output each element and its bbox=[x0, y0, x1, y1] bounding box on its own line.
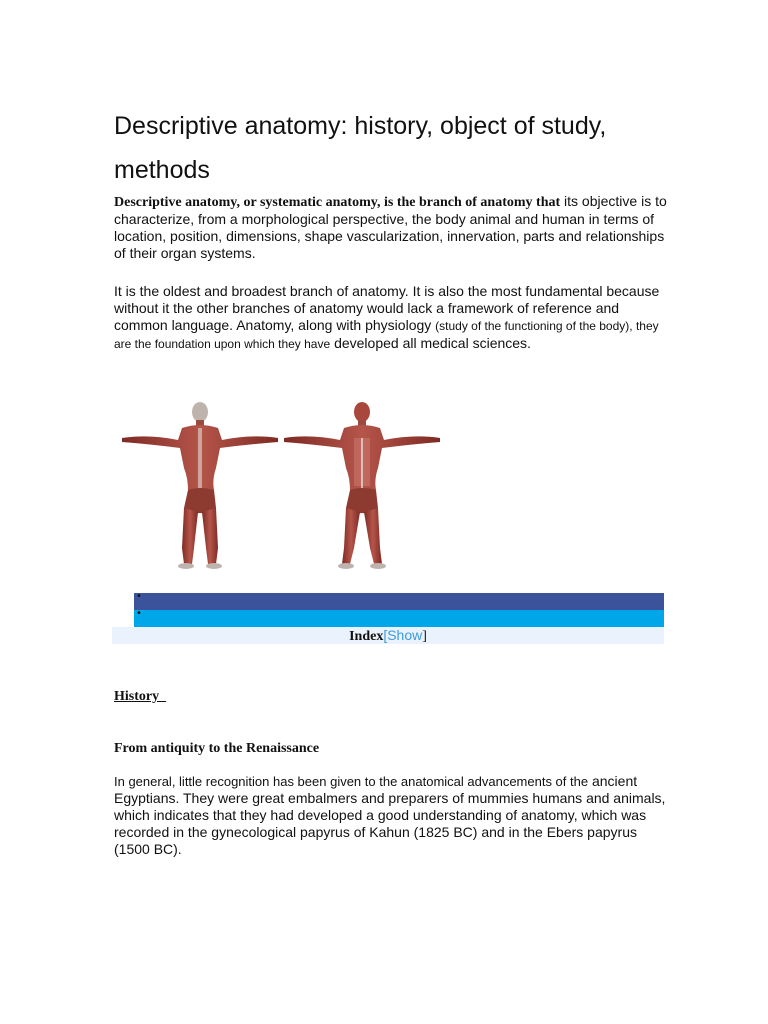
toc-bar-secondary bbox=[134, 610, 664, 627]
history-paragraph bbox=[114, 773, 674, 858]
index-label: Index bbox=[349, 629, 384, 644]
antiquity-subheading: From antiquity to the Renaissance bbox=[114, 741, 320, 756]
history-heading: History bbox=[114, 689, 167, 704]
page-title: Descriptive anatomy: history, object of study, methods bbox=[114, 112, 607, 184]
history-first-line: In general, little recognition has been given to the anatomical advancements of the bbox=[114, 774, 589, 789]
toc-bar-primary bbox=[134, 593, 664, 610]
intro-bold-text: Descriptive anatomy, or systematic anatomy, is the branch of anatomy that bbox=[114, 195, 561, 210]
bullet-marker: • bbox=[136, 608, 142, 619]
show-index-link[interactable]: Show bbox=[387, 627, 423, 643]
intro-text: its objective is to characterize, from a morphological perspective, the body animal and human in terms of location, position, dimensions, shape vascularization, innervation, parts and relationships of their organ systems. bbox=[114, 193, 667, 261]
anatomy-figure-image bbox=[112, 398, 448, 574]
index-open-bracket: [ bbox=[383, 627, 388, 643]
paragraph2-small: (study of the functioning of the body), they are the foundation upon which they have bbox=[114, 319, 659, 351]
intro-paragraph bbox=[114, 193, 674, 262]
paragraph2-end: developed all medical sciences. bbox=[334, 335, 531, 351]
history-text: ancient Egyptians. They were great embalmers and preparers of mummies humans and animals, which indicates that they had developed a good understanding of anatomy, which was recorded in the gynecological papyrus of Kahun (1825 BC) and in the Ebers papyrus (1500 BC). bbox=[114, 773, 666, 857]
index-toggle-bar bbox=[112, 627, 664, 644]
oldest-branch-paragraph bbox=[114, 283, 674, 353]
paragraph2-main: It is the oldest and broadest branch of anatomy. It is also the most fundamental because without it the other branches of anatomy would lack a framework of reference and common language. Anatomy, along with physiology bbox=[114, 283, 660, 333]
muscle-figure-back bbox=[122, 402, 278, 569]
bullet-marker: • bbox=[136, 591, 142, 602]
index-close-bracket: ] bbox=[422, 629, 427, 644]
muscle-figure-front bbox=[284, 402, 440, 569]
